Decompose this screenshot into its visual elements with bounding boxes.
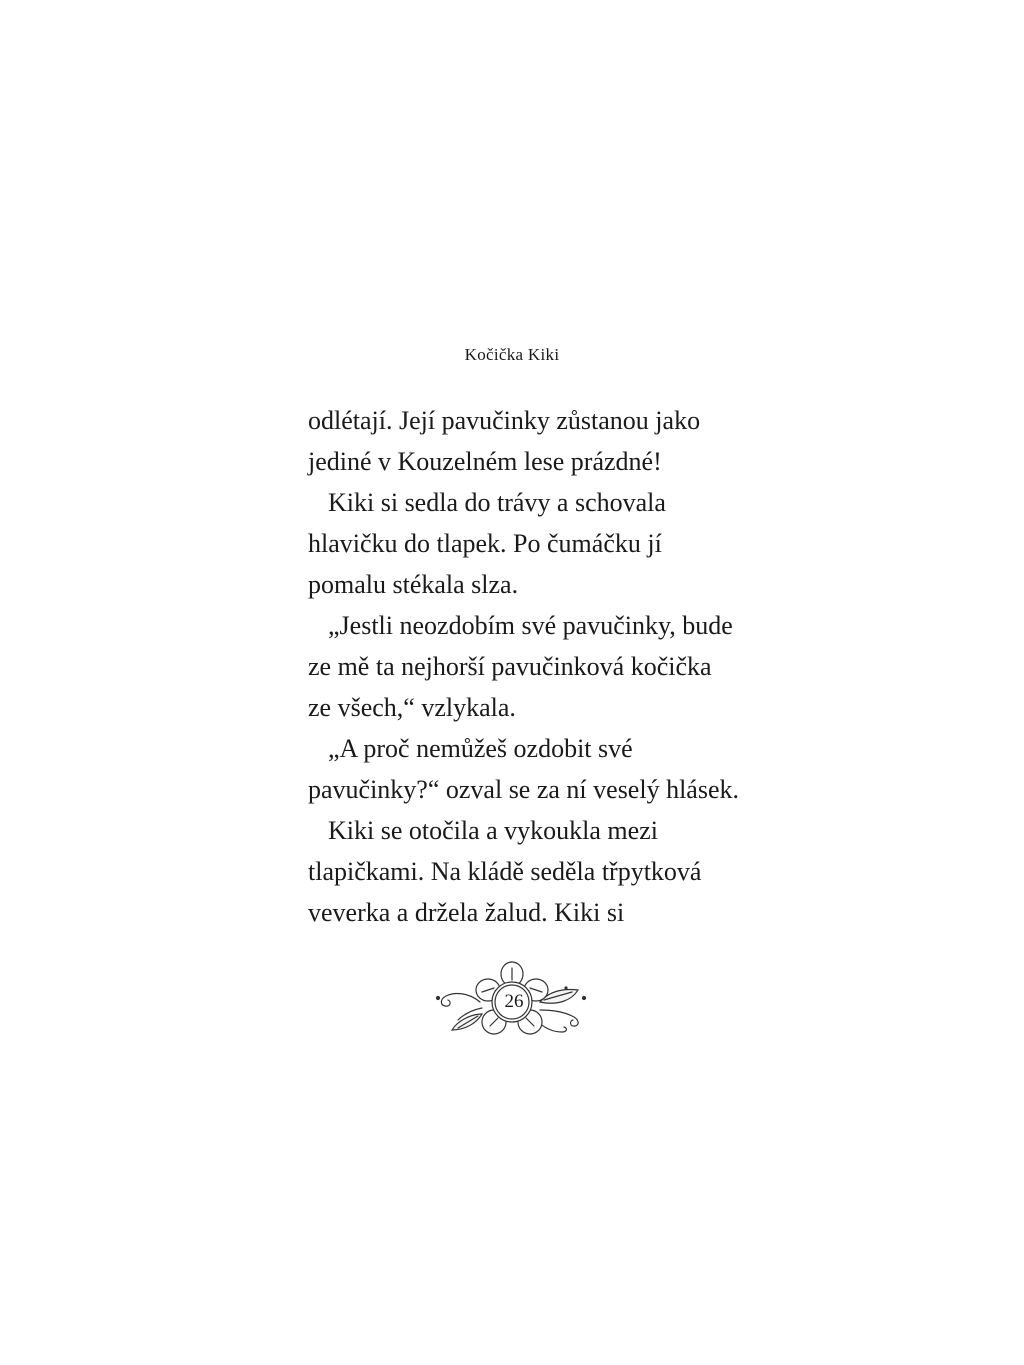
running-head: Kočička Kiki: [464, 345, 560, 364]
text-line: Kiki si sedla do trávy a schovala: [328, 488, 666, 517]
text-line: ze všech,“ vzlykala.: [308, 693, 516, 722]
page-number: 26: [504, 991, 524, 1012]
text-line: ze mě ta nejhorší pavučinková kočička: [308, 652, 712, 681]
text-line: pavučinky?“ ozval se za ní veselý hlásek.: [308, 775, 739, 804]
text-line: veverka a držela žalud. Kiki si: [308, 898, 625, 927]
text-line: hlavičku do tlapek. Po čumáčku jí: [308, 529, 662, 558]
text-line: odlétají. Její pavučinky zůstanou jako: [308, 406, 701, 435]
body-text: [308, 400, 768, 933]
text-line: tlapičkami. Na kládě seděla třpytková: [308, 857, 702, 886]
text-line: Kiki se otočila a vykoukla mezi: [328, 816, 658, 845]
text-line: pomalu stékala slza.: [308, 570, 519, 599]
text-line: jediné v Kouzelném lese prázdné!: [308, 447, 662, 476]
text-line: „A proč nemůžeš ozdobit své: [328, 734, 633, 763]
text-line: „Jestli neozdobím své pavučinky, bude: [328, 611, 733, 640]
